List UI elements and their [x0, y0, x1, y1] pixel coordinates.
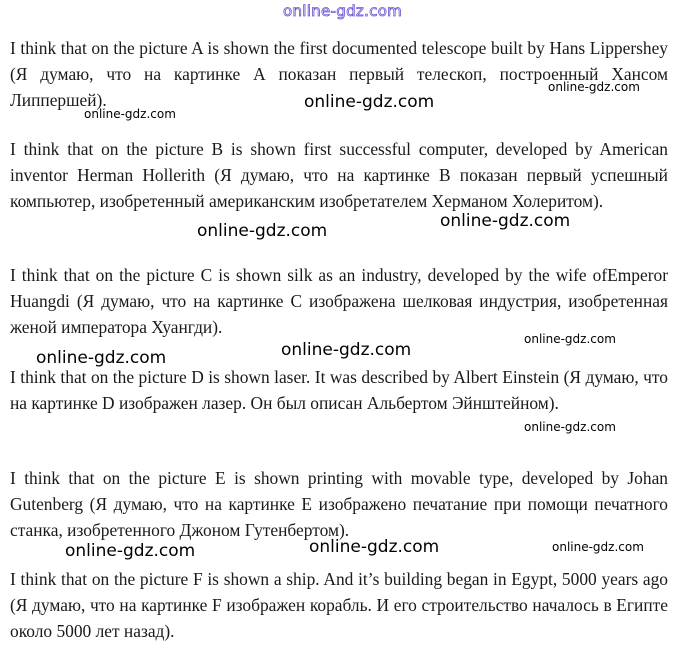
- watermark-top: online-gdz.com: [283, 2, 403, 20]
- watermark: online-gdz.com: [84, 107, 176, 121]
- watermark: online-gdz.com: [552, 540, 644, 554]
- watermark: online-gdz.com: [309, 537, 440, 557]
- paragraph-picture-f: I think that on the picture F is shown a ship. And it’s building began in Egypt, 5000 years ago (Я думаю, что на картинке F изображен корабль. И его строительство началось в Египте около 5000 лет назад).: [10, 569, 668, 641]
- watermark: online-gdz.com: [281, 340, 412, 360]
- paragraph-picture-c: I think that on the picture C is shown silk as an industry, developed by the wife ofEmperor Huangdi (Я думаю, что на картинке С изображена шелковая индустрия, изобретенная женой императора Хуангди).: [10, 265, 668, 337]
- watermark: online-gdz.com: [440, 211, 571, 231]
- watermark: online-gdz.com: [65, 541, 196, 561]
- watermark: online-gdz.com: [36, 348, 167, 368]
- paragraph-picture-d: I think that on the picture D is shown laser. It was described by Albert Einstein (Я думаю, что на картинке D изображен лазер. Он был описан Альбертом Эйнштейном).: [10, 367, 668, 413]
- watermark: online-gdz.com: [524, 420, 616, 434]
- paragraph-picture-a: I think that on the picture A is shown the first documented telescope built by Hans Lippershey (Я думаю, что на картинке А показан первый телескоп, построенный Хансом Липпершей).: [10, 38, 668, 110]
- paragraph-picture-b: I think that on the picture B is shown first successful computer, developed by American inventor Herman Hollerith (Я думаю, что на картинке В показан первый успешный компьютер, изобретенный американским изобретателем Херманом Холеритом).: [10, 139, 668, 211]
- paragraph-picture-e: I think that on the picture E is shown printing with movable type, developed by Johan Gutenberg (Я думаю, что на картинке Е изображено печатание при помощи печатного станка, изобретенного Джоном Гутенбертом).: [10, 468, 668, 540]
- watermark: online-gdz.com: [524, 332, 616, 346]
- watermark: online-gdz.com: [548, 80, 640, 94]
- watermark: online-gdz.com: [304, 92, 435, 112]
- watermark: online-gdz.com: [197, 221, 328, 241]
